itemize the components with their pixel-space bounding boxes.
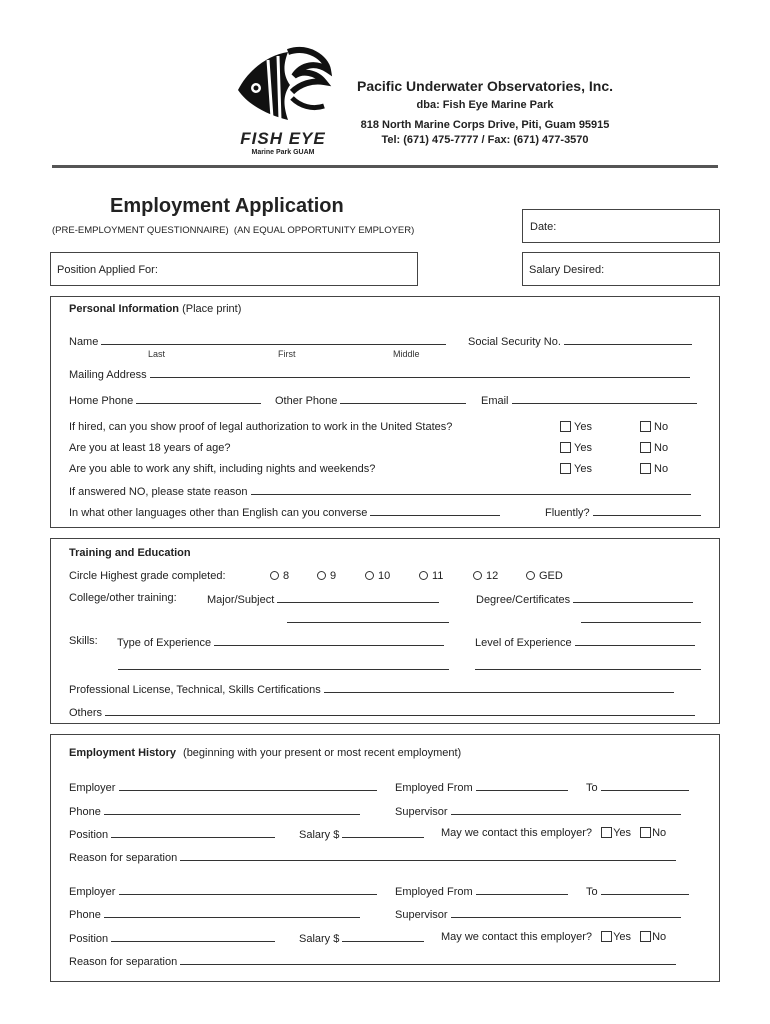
reason-2-input[interactable] [180, 954, 676, 965]
contact-1-no-checkbox[interactable] [640, 827, 651, 838]
fluently-label: Fluently? [545, 507, 590, 519]
history-heading: Employment History [69, 747, 176, 759]
grade-9-radio[interactable] [317, 571, 326, 580]
employed-to-1-input[interactable] [601, 780, 689, 791]
employed-from-label: Employed From [395, 886, 473, 898]
contact-2-no-checkbox[interactable] [640, 931, 651, 942]
work-auth-no-checkbox[interactable] [640, 421, 651, 432]
others-input[interactable] [105, 705, 695, 716]
date-label: Date: [530, 221, 557, 233]
header-divider [52, 165, 718, 168]
position-1-input[interactable] [111, 827, 275, 838]
personal-heading-note: (Place print) [182, 303, 242, 315]
logo-subtext: Marine Park GUAM [251, 149, 315, 156]
degree-input-2[interactable] [581, 612, 701, 623]
contact-question: May we contact this employer? [441, 827, 593, 839]
to-label: To [586, 782, 598, 794]
major-input-2[interactable] [287, 612, 449, 623]
fluently-input[interactable] [593, 505, 701, 516]
name-first-caption: First [278, 349, 296, 359]
position-2-input[interactable] [111, 931, 275, 942]
supervisor-label: Supervisor [395, 909, 448, 921]
yes-label: Yes [613, 931, 632, 943]
grade-12-radio[interactable] [473, 571, 482, 580]
company-contact: Tel: (671) 475-7777 / Fax: (671) 477-3570 [381, 134, 589, 146]
level-exp-input[interactable] [575, 635, 695, 646]
email-label: Email [481, 395, 509, 407]
logo-text: FISH EYE [240, 129, 326, 148]
grade-11-label: 11 [432, 570, 444, 582]
degree-label: Degree/Certificates [476, 594, 571, 606]
employed-from-label: Employed From [395, 782, 473, 794]
contact-2-yes-checkbox[interactable] [601, 931, 612, 942]
grade-11-radio[interactable] [419, 571, 428, 580]
company-dba: dba: Fish Eye Marine Park [416, 99, 554, 111]
no-reason-input[interactable] [251, 484, 691, 495]
training-section [50, 538, 720, 724]
major-input[interactable] [277, 592, 439, 603]
other-phone-label: Other Phone [275, 395, 338, 407]
no-label: No [654, 421, 669, 433]
phone-label: Phone [69, 806, 101, 818]
name-last-caption: Last [148, 349, 166, 359]
level-exp-label: Level of Experience [475, 637, 572, 649]
no-reason-label: If answered NO, please state reason [69, 486, 248, 498]
others-label: Others [69, 707, 103, 719]
yes-label: Yes [613, 827, 632, 839]
salary-2-input[interactable] [342, 931, 424, 942]
shift-no-checkbox[interactable] [640, 463, 651, 474]
employer-1-input[interactable] [119, 780, 377, 791]
skills-label: Skills: [69, 635, 98, 647]
languages-input[interactable] [370, 505, 500, 516]
college-label: College/other training: [69, 592, 177, 604]
type-exp-input[interactable] [214, 635, 444, 646]
grade-8-label: 8 [283, 570, 290, 582]
supervisor-label: Supervisor [395, 806, 448, 818]
position-label: Position [69, 829, 109, 841]
grade-12-label: 12 [486, 570, 499, 582]
position-label: Position Applied For: [57, 264, 158, 276]
employer-phone-1-input[interactable] [104, 804, 360, 815]
home-phone-input[interactable] [136, 393, 261, 404]
no-label: No [654, 442, 669, 454]
grade-ged-label: GED [539, 570, 563, 582]
grade-8-radio[interactable] [270, 571, 279, 580]
email-input[interactable] [512, 393, 697, 404]
type-exp-label: Type of Experience [117, 637, 212, 649]
question-work-auth: If hired, can you show proof of legal authorization to work in the United States? [69, 421, 453, 433]
grade-label: Circle Highest grade completed: [69, 570, 226, 582]
yes-label: Yes [574, 442, 592, 454]
license-label: Professional License, Technical, Skills Certifications [69, 684, 321, 696]
grade-9-label: 9 [330, 570, 337, 582]
phone-label: Phone [69, 909, 101, 921]
languages-label: In what other languages other than English can you converse [69, 507, 368, 519]
employer-phone-2-input[interactable] [104, 907, 360, 918]
type-exp-input-2[interactable] [118, 659, 449, 670]
supervisor-1-input[interactable] [451, 804, 681, 815]
employed-to-2-input[interactable] [601, 884, 689, 895]
major-label: Major/Subject [207, 594, 275, 606]
name-middle-caption: Middle [393, 349, 420, 359]
contact-1-yes-checkbox[interactable] [601, 827, 612, 838]
no-label: No [654, 463, 669, 475]
employer-2-input[interactable] [119, 884, 377, 895]
fish-logo-icon [228, 40, 338, 130]
employed-from-2-input[interactable] [476, 884, 568, 895]
grade-ged-radio[interactable] [526, 571, 535, 580]
home-phone-label: Home Phone [69, 395, 134, 407]
training-heading: Training and Education [69, 547, 191, 559]
work-auth-yes-checkbox[interactable] [560, 421, 571, 432]
grade-10-radio[interactable] [365, 571, 374, 580]
salary-label: Salary Desired: [529, 264, 605, 276]
employed-from-1-input[interactable] [476, 780, 568, 791]
license-input[interactable] [324, 682, 674, 693]
yes-label: Yes [574, 421, 592, 433]
page-title: Employment Application [110, 195, 344, 217]
history-heading-note: (beginning with your present or most recent employment) [183, 747, 462, 759]
question-shift: Are you able to work any shift, including nights and weekends? [69, 463, 376, 475]
employer-label: Employer [69, 886, 116, 898]
no-label: No [652, 931, 667, 943]
yes-label: Yes [574, 463, 592, 475]
reason-1-input[interactable] [180, 850, 676, 861]
salary-1-input[interactable] [342, 827, 424, 838]
page-subtitle: (PRE-EMPLOYMENT QUESTIONNAIRE) (AN EQUAL OPPORTUNITY EMPLOYER) [52, 225, 415, 236]
contact-question: May we contact this employer? [441, 931, 593, 943]
level-exp-input-2[interactable] [475, 659, 701, 670]
company-name: Pacific Underwater Observatories, Inc. [357, 78, 613, 94]
salary-label: Salary $ [299, 829, 340, 841]
reason-label: Reason for separation [69, 956, 178, 968]
employer-label: Employer [69, 782, 116, 794]
reason-label: Reason for separation [69, 852, 178, 864]
position-label: Position [69, 933, 109, 945]
company-logo [228, 40, 338, 155]
date-field[interactable] [522, 209, 720, 243]
position-field[interactable] [50, 252, 418, 286]
to-label: To [586, 886, 598, 898]
ssn-input[interactable] [564, 334, 692, 345]
grade-10-label: 10 [378, 570, 391, 582]
mailing-label: Mailing Address [69, 369, 147, 381]
age-no-checkbox[interactable] [640, 442, 651, 453]
company-address: 818 North Marine Corps Drive, Piti, Guam 95915 [360, 119, 610, 131]
name-label: Name [69, 336, 99, 348]
other-phone-input[interactable] [340, 393, 466, 404]
salary-field[interactable] [522, 252, 720, 286]
salary-label: Salary $ [299, 933, 340, 945]
mailing-input[interactable] [150, 367, 690, 378]
question-age: Are you at least 18 years of age? [69, 442, 231, 454]
ssn-label: Social Security No. [468, 336, 561, 348]
supervisor-2-input[interactable] [451, 907, 681, 918]
name-input[interactable] [101, 334, 446, 345]
degree-input[interactable] [573, 592, 693, 603]
no-label: No [652, 827, 667, 839]
personal-heading: Personal Information [69, 303, 180, 315]
age-yes-checkbox[interactable] [560, 442, 571, 453]
shift-yes-checkbox[interactable] [560, 463, 571, 474]
